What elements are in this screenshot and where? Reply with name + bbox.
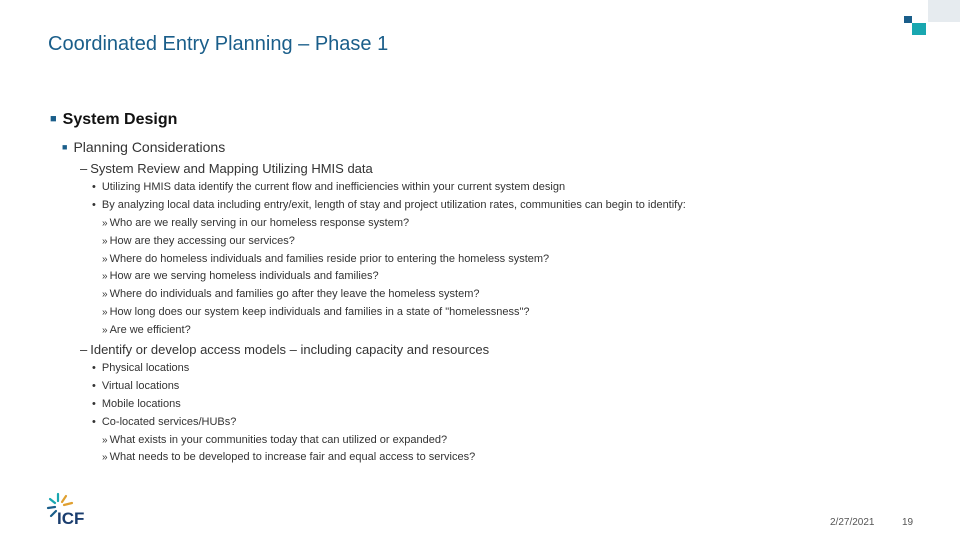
double-chevron-icon: » [102, 435, 108, 446]
icf-logo [46, 490, 108, 526]
dash-bullet-icon: – [80, 161, 88, 176]
question-item: » What exists in your communities today that can utilized or expanded? [102, 434, 448, 446]
square-bullet-icon: ■ [50, 113, 57, 125]
list-item: • Co-located services/HUBs? [92, 416, 237, 428]
double-chevron-icon: » [102, 325, 108, 336]
double-chevron-icon: » [102, 289, 108, 300]
question-item: » Where do individuals and families go after they leave the homeless system? [102, 288, 480, 300]
double-chevron-icon: » [102, 218, 108, 229]
dash-bullet-icon: – [80, 342, 88, 357]
slide-title: Coordinated Entry Planning – Phase 1 [48, 33, 389, 55]
page-number: 19 [902, 517, 914, 528]
dot-bullet-icon: • [92, 362, 96, 374]
double-chevron-icon: » [102, 307, 108, 318]
double-chevron-icon: » [102, 452, 108, 463]
list-item: • Utilizing HMIS data identify the current flow and inefficiencies within your current system design [92, 181, 566, 193]
outline-level1-item: ■ System Design [50, 111, 178, 128]
list-item: • Mobile locations [92, 398, 181, 410]
question-item: » How are we serving homeless individuals and families? [102, 270, 379, 282]
dot-bullet-icon: • [92, 181, 96, 193]
decor-square-dark [904, 16, 912, 23]
corner-decoration [900, 0, 960, 40]
question-item: » Where do homeless individuals and families reside prior to entering the homeless system? [102, 253, 550, 265]
outline-level2-item: ■ Planning Considerations [62, 139, 226, 155]
decor-square-teal [912, 23, 926, 35]
dot-bullet-icon: • [92, 398, 96, 410]
list-item: • By analyzing local data including entry/exit, length of stay and project utilization rates, communities can begin to identify: [92, 199, 686, 211]
slide-date: 2/27/2021 [830, 517, 875, 528]
question-item: » What needs to be developed to increase fair and equal access to services? [102, 451, 476, 463]
dot-bullet-icon: • [92, 380, 96, 392]
question-item: » How long does our system keep individuals and families in a state of "homelessness"? [102, 306, 530, 318]
double-chevron-icon: » [102, 271, 108, 282]
section-heading: – System Review and Mapping Utilizing HMIS data [80, 161, 373, 176]
question-item: » Are we efficient? [102, 324, 191, 336]
question-item: » Who are we really serving in our homeless response system? [102, 217, 410, 229]
dot-bullet-icon: • [92, 199, 96, 211]
section-heading: – Identify or develop access models – including capacity and resources [80, 342, 490, 357]
question-item: » How are they accessing our services? [102, 235, 295, 247]
logo-wordmark: ICF [57, 509, 85, 526]
dot-bullet-icon: • [92, 416, 96, 428]
square-bullet-icon: ■ [62, 142, 68, 152]
double-chevron-icon: » [102, 254, 108, 265]
double-chevron-icon: » [102, 236, 108, 247]
decor-square-light [928, 0, 960, 22]
list-item: • Physical locations [92, 362, 190, 374]
list-item: • Virtual locations [92, 380, 180, 392]
